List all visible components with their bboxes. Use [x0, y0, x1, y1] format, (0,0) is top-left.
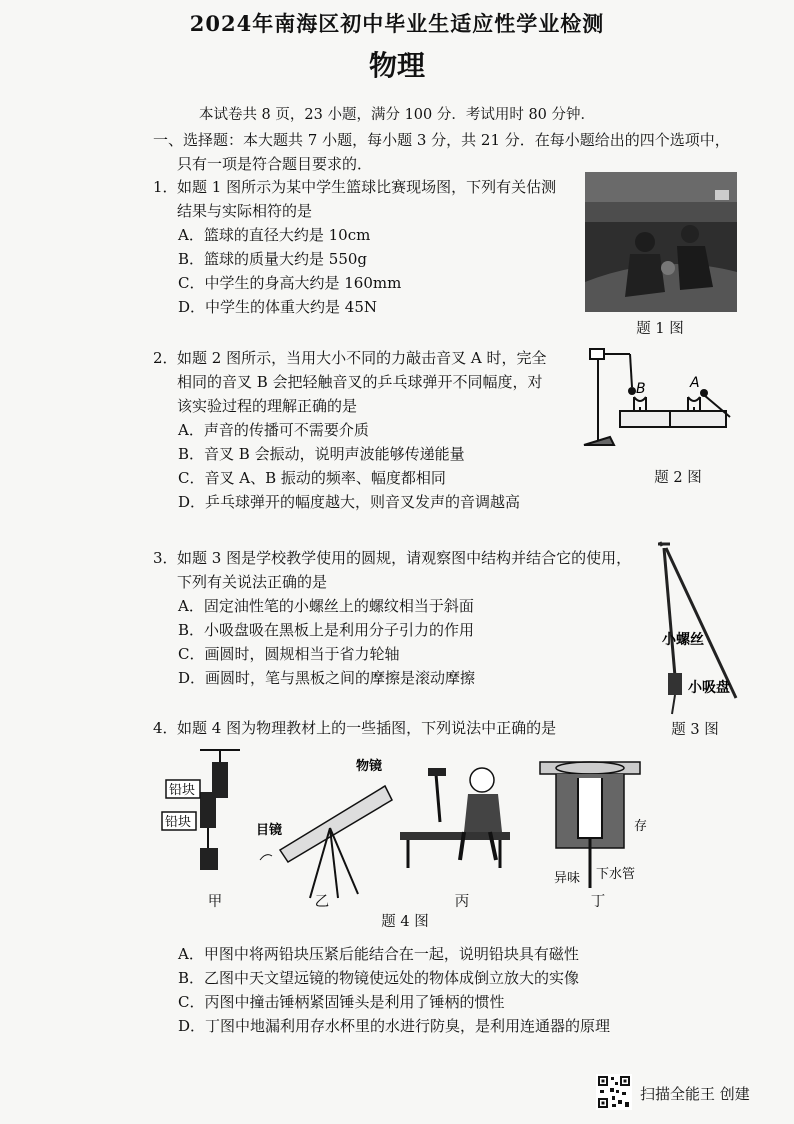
option-d: D．丁图中地漏利用存水杯里的水进行防臭，是利用连通器的原理 [178, 1017, 611, 1035]
question-4-options [153, 942, 713, 1038]
basketball-photo-image [585, 172, 737, 312]
panel-label-jia: 甲 [207, 894, 223, 910]
option-d: D．画圆时，笔与黑板之间的摩擦是滚动摩擦 [178, 669, 476, 687]
caption-fig-1: 题 1 图 [636, 321, 684, 337]
option-c: C．中学生的身高大约是 160mm [178, 274, 402, 292]
question-stem: 如题 1 图所示为某中学生篮球比赛现场图，下列有关估测 [177, 178, 557, 196]
caption-fig-3: 题 3 图 [671, 722, 719, 738]
label-eyepiece: 目镜 [256, 823, 283, 838]
label-drain-pipe: 下水管 [596, 867, 636, 882]
compass-figure [640, 538, 740, 718]
tuning-fork-figure [580, 345, 740, 460]
panel-label-yi: 乙 [314, 894, 330, 910]
fork-label-a: A [690, 375, 700, 391]
question-4-stem [153, 716, 633, 740]
option-a: A．固定油性笔的小螺丝上的螺纹相当于斜面 [178, 597, 474, 615]
question-stem: 如题 4 图为物理教材上的一些插图，下列说法中正确的是 [177, 719, 557, 737]
question-number: 2． [153, 349, 178, 367]
question-stem: 结果与实际相符的是 [177, 202, 313, 220]
question-stem: 相同的音叉 B 会把轻触音叉的乒乓球弹开不同幅度，对 [177, 373, 543, 391]
option-a: A．甲图中将两铅块压紧后能结合在一起，说明铅块具有磁性 [178, 945, 579, 963]
question-stem: 该实验过程的理解正确的是 [177, 397, 358, 415]
question-stem: 如题 3 图是学校教学使用的圆规，请观察图中结构并结合它的使用， [177, 549, 632, 567]
section-line-1: 一、选择题：本大题共 7 小题，每小题 3 分，共 21 分．在每小题给出的四个选项中， [153, 131, 730, 149]
exam-subject: 物理 [368, 49, 425, 82]
option-b: B．乙图中天文望远镜的物镜使远处的物体成倒立放大的实像 [178, 969, 580, 987]
option-c: C．画圆时，圆规相当于省力轮轴 [178, 645, 400, 663]
caption-fig-4: 题 4 图 [381, 914, 429, 930]
question-number: 4． [153, 719, 178, 737]
caption-fig-2: 题 2 图 [654, 470, 702, 486]
label-lead-2: 铅块 [165, 815, 192, 830]
option-b: B．小吸盘吸在黑板上是利用分子引力的作用 [178, 621, 475, 639]
panel-ding-drain [540, 762, 647, 888]
option-c: C．音叉 A、B 振动的频率、幅度都相同 [178, 469, 446, 487]
section-line-2: 只有一项是符合题目要求的． [177, 155, 373, 173]
label-storage: 存 [634, 819, 648, 834]
option-d: D．中学生的体重大约是 45N [178, 298, 378, 316]
basketball-photo [585, 172, 737, 312]
option-b: B．篮球的质量大约是 550g [178, 250, 368, 268]
label-small-screw: 小螺丝 [662, 632, 704, 648]
question-2 [153, 346, 573, 514]
exam-title: 2024年南海区初中毕业生适应性学业检测 [189, 11, 605, 36]
question-3 [153, 546, 653, 690]
question-stem: 下列有关说法正确的是 [177, 573, 328, 591]
exam-info: 本试卷共 8 页，23 小题，满分 100 分．考试用时 80 分钟． [198, 107, 596, 123]
option-c: C．丙图中撞击锤柄紧固锤头是利用了锤柄的惯性 [178, 993, 505, 1011]
panel-yi-telescope [256, 758, 392, 898]
question-number: 1． [153, 178, 178, 196]
question-1 [153, 175, 583, 319]
option-a: A．篮球的直径大约是 10cm [178, 226, 371, 244]
question-stem: 如题 2 图所示，当用大小不同的力敲击音叉 A 时，完全 [177, 349, 547, 367]
panel-jia-lead-blocks [162, 750, 240, 870]
label-lead-1: 铅块 [169, 783, 196, 798]
scanner-watermark: 扫描全能王 创建 [640, 1085, 750, 1103]
label-objective: 物镜 [356, 759, 383, 774]
option-d: D．乒乓球弹开的幅度越大，则音叉发声的音调越高 [178, 493, 521, 511]
label-odor: 异味 [554, 871, 581, 886]
question-number: 3． [153, 549, 178, 567]
qr-code-icon [596, 1074, 632, 1110]
option-b: B．音叉 B 会振动，说明声波能够传递能量 [178, 445, 465, 463]
panel-bing-hammer [400, 768, 510, 868]
option-a: A．声音的传播可不需要介质 [178, 421, 369, 439]
fork-label-b: B [636, 381, 646, 397]
section-heading [153, 128, 773, 176]
figure-4-illustrations [160, 748, 660, 908]
panel-label-bing: 丙 [454, 894, 470, 910]
label-small-suction-cup: 小吸盘 [688, 680, 730, 696]
panel-label-ding: 丁 [590, 894, 606, 910]
